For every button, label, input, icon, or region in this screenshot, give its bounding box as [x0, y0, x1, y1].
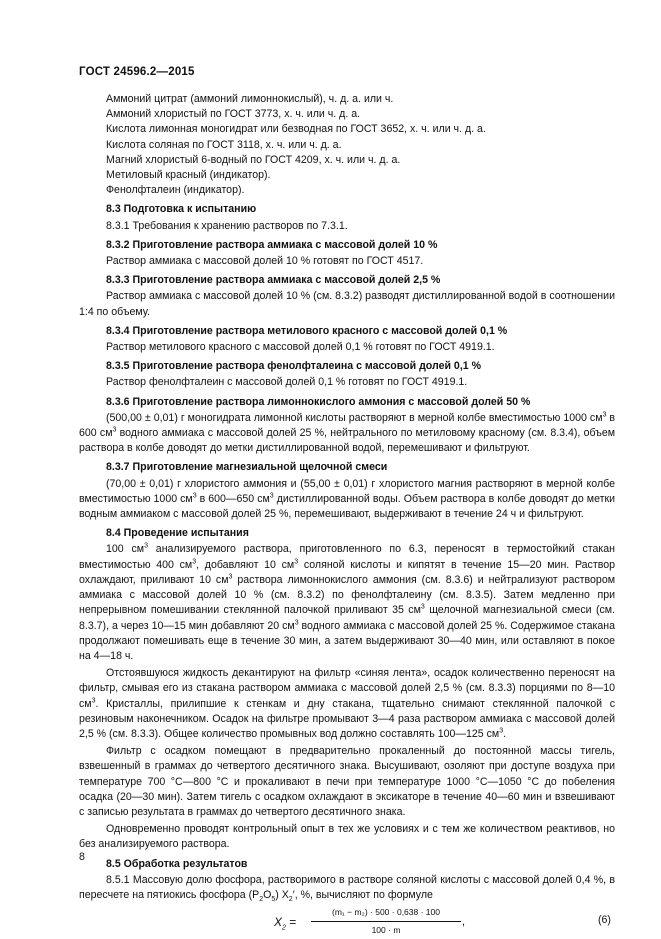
formula-denominator: 100 · m: [371, 925, 401, 936]
formula: [79, 905, 615, 939]
formula-fraction: [311, 905, 461, 938]
section-heading: 8.3.6 Приготовление раствора лимоннокислого аммония с массовой долей 50 %: [106, 395, 531, 408]
section-heading: 8.3 Подготовка к испытанию: [106, 203, 257, 216]
section-heading: 8.3.2 Приготовление раствора аммиака с массовой долей 10 %: [106, 238, 438, 251]
section-heading: 8.3.3 Приготовление раствора аммиака с массовой долей 2,5 %: [106, 274, 441, 287]
formula-comma: ,: [462, 916, 466, 929]
paragraph: Раствор метилового красного с массовой долей 0,1 % готовят по ГОСТ 4919.1.: [106, 341, 495, 354]
paragraph: Раствор аммиака с массовой долей 10 % (см. 8.3.2) разводят дистиллированной водой в соотношении 1:4 по объему.: [79, 290, 615, 318]
reagent-item: Аммоний хлористый по ГОСТ 3773, х. ч. или ч. д. а.: [106, 108, 361, 121]
reagent-item: Фенолфталеин (индикатор).: [106, 184, 245, 197]
paragraph: Раствор аммиака с массовой долей 10 % готовят по ГОСТ 4517.: [106, 255, 424, 268]
reagent-item: Кислота лимонная моногидрат или безводная по ГОСТ 3652, х. ч. или ч. д. а.: [106, 123, 486, 136]
paragraph: 8.3.1 Требования к хранению растворов по 7.3.1.: [106, 219, 348, 232]
paragraph: Фильтр с осадком помещают в предварительно прокаленный до постоянной массы тигель, взвешенный в граммах до четвертого десятичного знака. Высушивают, озоляют при доступе воздуха при температуре 700 °С—800 °С и прокаливают в печи при температуре 1000 °С—1050 °С до побеления осадка (20—30 мин). Затем тигель с осадком охлаждают в эксикаторе в течение 40—60 мин и взвешивают с записью результата в граммах до четвертого десятичного знака.: [79, 745, 615, 818]
paragraph: 8.5.1 Массовую долю фосфора, растворимого в растворе соляной кислоты с массовой долей 0,4 %, в пересчете на пятиокись фосфора $(P_2O_5)$ $X_2'$, %, вычисляют по формуле: [79, 873, 615, 904]
section-heading: 8.3.5 Приготовление раствора фенолфталеина с массовой долей 0,1 %: [106, 360, 482, 373]
paragraph: Раствор фенолфталеин с массовой долей 0,1 % готовят по ГОСТ 4919.1.: [106, 376, 468, 389]
formula-lhs: $X_2$ =: [274, 915, 297, 932]
paragraph: (500,00 ± 0,01) г моногидрата лимонной кислоты растворяют в мерной колбе вместимостью 1000 $см^3$ в 600 $см^3$ водного аммиака с массовой долей 25 %, нейтрального по метиловому красному (см. 8.3.4), объем раствора в колбе доводят до метки дистиллированной водой, перемешивают и фильтруют.: [79, 411, 615, 455]
paragraph: (70,00 ± 0,01) г хлористого аммония и (55,00 ± 0,01) г хлористого магния растворяют в мерной колбе вместимостью 1000 $см^3$ в 600—650 $см^3$ дистиллированной воды. Объем раствора в колбе доводят до метки водным аммиаком с массовой долей 25 %, перемешивают, выдерживают в течение 24 ч и фильтруют.: [79, 477, 616, 521]
section-heading: 8.3.7 Приготовление магнезиальной щелочной смеси: [106, 461, 388, 474]
reagent-item: Метиловый красный (индикатор).: [106, 169, 271, 182]
paragraph: Отстоявшуюся жидкость декантируют на фильтр «синяя лента», осадок количественно переносят на фильтр, смывая его из стакана раствором аммиака с массовой долей 2,5 % (см. 8.3.3) порциями по 8—10 $см^3$. Кристаллы, прилипшие к стенкам и дну стакана, тщательно снимают стеклянной палочкой с резиновым наконечником. Осадок на фильтре промывают 3—4 раза раствором аммиака с массовой долей 2,5 % (см. 8.3.3). Общее количество промывных вод должно составлять 100—125 $см^3$.: [79, 667, 615, 740]
formula-number: (6): [598, 914, 611, 927]
page-content: [79, 92, 615, 939]
formula-numerator: (m₁ − m₂) · 500 · 0,638 · 100: [311, 905, 461, 922]
section-heading: 8.5 Обработка результатов: [106, 857, 248, 870]
document-header: ГОСТ 24596.2—2015: [79, 66, 195, 78]
reagent-item: Кислота соляная по ГОСТ 3118, х. ч. или ч. д. а.: [106, 138, 342, 151]
section-heading: 8.4 Проведение испытания: [106, 527, 249, 540]
paragraph: Одновременно проводят контрольный опыт в тех же условиях и с тем же количеством реактивов, но без анализируемого раствора.: [79, 823, 615, 851]
page-number: 8: [79, 851, 85, 863]
paragraph: 100 $см^3$ анализируемого раствора, приготовленного по 6.3, переносят в термостойкий стакан вместимостью 400 $см^3$, добавляют 10 $см^3$ соляной кислоты и кипятят в течение 15—20 мин. Раствор охлаждают, приливают 10 $см^3$ раствора лимоннокислого аммония (см. 8.3.6) и нейтрализуют раствором аммиака с массовой долей 10 % (см. 8.3.2) по фенолфталеину (см. 8.3.5). Затем медленно при непрерывном помешивании стеклянной палочкой приливают 35 $см^3$ щелочной магнезиальной смеси (см. 8.3.7), а через 10—15 мин добавляют 20 $см^3$ водного аммиака с массовой долей 25 %. Содержимое стакана продолжают помешивать еще в течение 30 мин, а затем выдерживают 30—40 мин, или оставляют в покое на 4—18 ч.: [79, 542, 615, 662]
reagent-item: Аммоний цитрат (аммоний лимоннокислый), ч. д. а. или ч.: [106, 93, 394, 105]
section-heading: 8.3.4 Приготовление раствора метилового красного с массовой долей 0,1 %: [106, 324, 508, 337]
reagent-item: Магний хлористый 6-водный по ГОСТ 4209, х. ч. или ч. д. а.: [106, 153, 401, 166]
